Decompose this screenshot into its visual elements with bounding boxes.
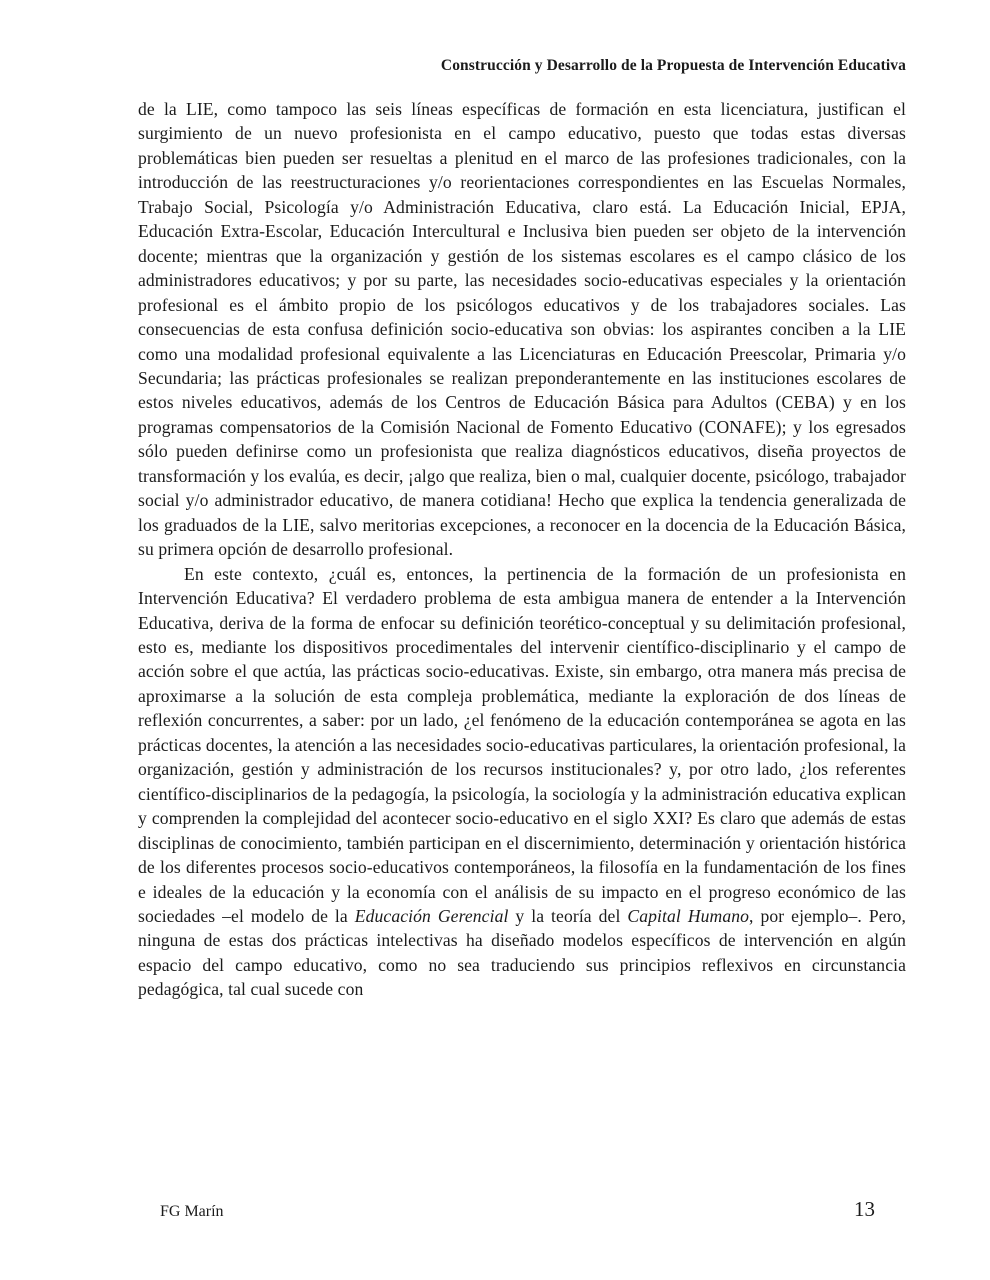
- page-footer: [160, 1197, 875, 1222]
- paragraph-2: [138, 562, 906, 1002]
- italic-term-educacion-gerencial: Educación Gerencial: [354, 905, 509, 926]
- running-header-title: Construcción y Desarrollo de la Propuesta de Intervención Educativa: [440, 57, 906, 74]
- paragraph-2-run: En este contexto, ¿cuál es, entonces, la pertinencia de la formación de un profesionista en Intervención Educativa? El verdadero problema de esta ambigua manera de entender a la Intervención Educativa, deriva de la forma de enfocar su definición teorético-conceptual y su delimitación profesional, esto es, mediante los dispositivos procedimentales del intervenir científico-disciplinario y el campo de acción sobre el que actúa, las prácticas socio-educativas. Existe, sin embargo, otra manera más precisa de aproximarse a la solución de esta compleja problemática, mediante la exploración de dos líneas de reflexión concurrentes, a saber: por un lado, ¿el fenómeno de la educación contemporánea se agota en las prácticas docentes, la atención a las necesidades socio-educativas particulares, la orientación profesional, la organización, gestión y administración de los recursos institucionales? y, por otro lado, ¿los referentes científico-disciplinarios de la pedagogía, la psicología, la sociología y la administración educativa explican y comprenden la complejidad del acontecer socio-educativo en el siglo XXI? Es claro que además de estas disciplinas de conocimiento, también participan en el discernimiento, determinación y orientación histórica de los diferentes procesos socio-educativos contemporáneos, la filosofía en la fundamentación de los fines e ideales de la educación y la economía con el análisis de su impacto en el progreso económico de las sociedades –el modelo de la: [138, 563, 906, 926]
- italic-term-capital-humano: Capital Humano: [627, 905, 750, 926]
- footer-author: FG Marín: [160, 1203, 224, 1220]
- page-number: 13: [854, 1197, 875, 1221]
- paragraph-1: de la LIE, como tampoco las seis líneas específicas de formación en esta licenciatura, justifican el surgimiento de un nuevo profesionista en el campo educativo, puesto que todas estas diversas problemáticas bien pueden ser resueltas a plenitud en el marco de las profesiones tradicionales, con la introducción de las reestructuraciones y/o reorientaciones correspondientes en las Escuelas Normales, Trabajo Social, Psicología y/o Administración Educativa, claro está. La Educación Inicial, EPJA, Educación Extra-Escolar, Educación Intercultural e Inclusiva bien pueden ser objeto de la intervención docente; mientras que la organización y gestión de los sistemas escolares es el campo clásico de los administradores educativos; y por su parte, las necesidades socio-educativas especiales y la orientación profesional es el ámbito propio de los psicólogos educativos y de los trabajadores sociales. Las consecuencias de esta confusa definición socio-educativa son obvias: los aspirantes conciben a la LIE como una modalidad profesional equivalente a las Licenciaturas en Educación Preescolar, Primaria y/o Secundaria; las prácticas profesionales se realizan preponderantemente en las instituciones escolares de estos niveles educativos, además de los Centros de Educación Básica para Adultos (CEBA) y en los programas compensatorios de la Comisión Nacional de Fomento Educativo (CONAFE); y los egresados sólo pueden definirse como un profesionista que realiza diagnósticos educativos, diseña proyectos de transformación y los evalúa, es decir, ¡algo que realiza, bien o mal, cualquier docente, psicólogo, trabajador social y/o administrador educativo, de manera cotidiana! Hecho que explica la tendencia generalizada de los graduados de la LIE, salvo meritorias excepciones, a reconocer en la docencia de la Educación Básica, su primera opción de desarrollo profesional.: [138, 99, 906, 560]
- body-text: [138, 97, 906, 1002]
- paragraph-2-run: y la teoría del: [508, 905, 628, 926]
- paragraph-2-run: , por ejemplo–. Pero, ninguna de estas dos prácticas intelectivas ha diseñado modelos específicos de intervención en algún espacio del campo educativo, como no sea traduciendo sus principios reflexivos en circunstancia pedagógica, tal cual sucede con: [138, 905, 907, 1000]
